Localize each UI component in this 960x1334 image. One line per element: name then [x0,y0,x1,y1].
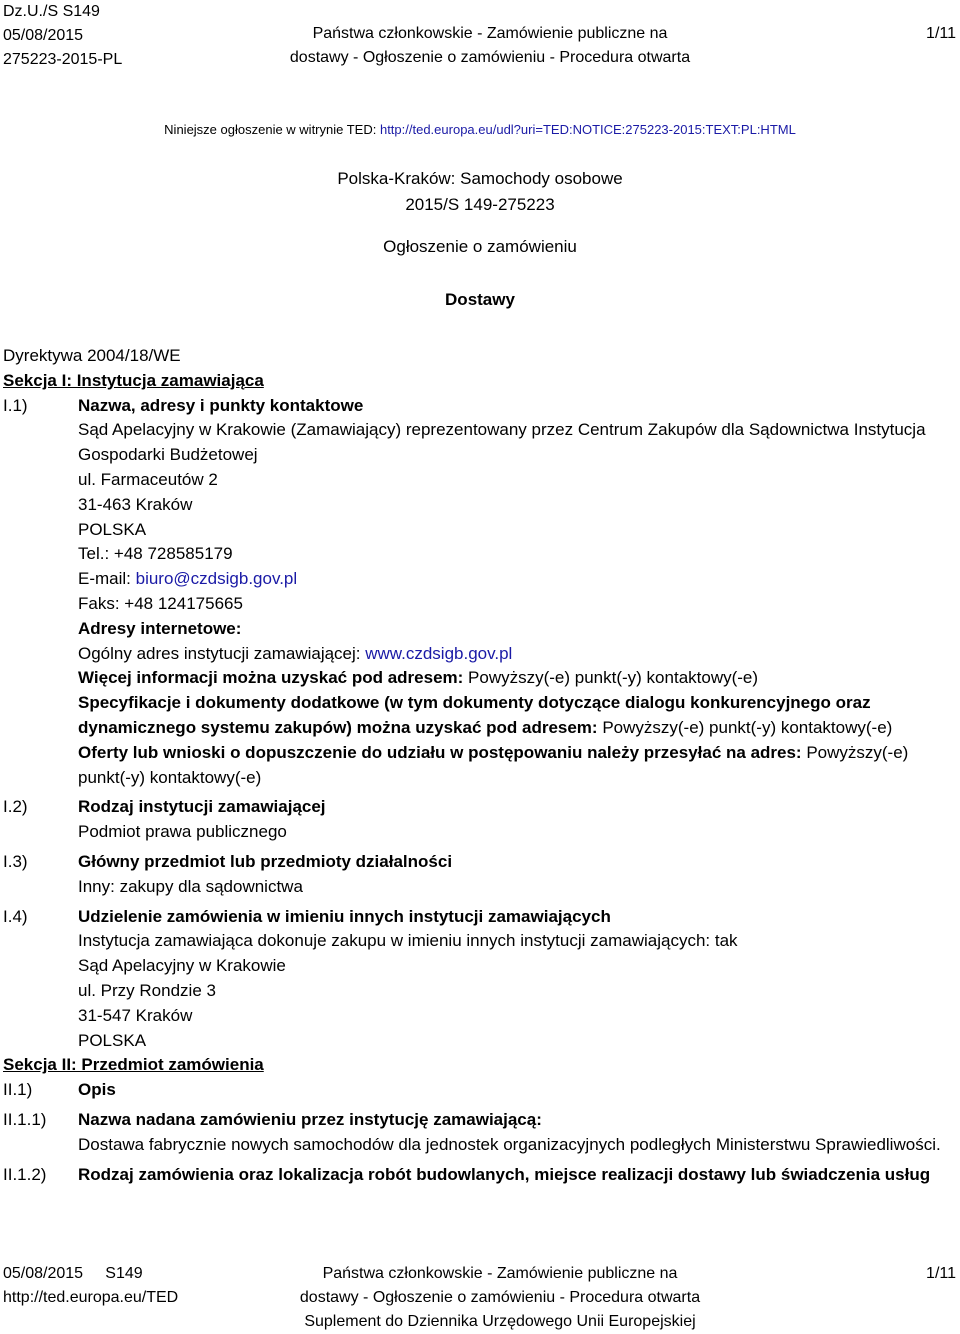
notice-title: Polska-Kraków: Samochody osobowe [337,169,623,188]
ted-notice [0,122,960,137]
main-content [3,344,953,1187]
section-1-heading: Sekcja I: Instytucja zamawiająca [3,370,264,390]
footer-left [3,1262,178,1310]
footer-url: http://ted.europa.eu/TED [3,1289,179,1306]
section-ii11-number: II.1.1) [3,1109,47,1129]
header-page-number: 1/11 [926,25,956,42]
footer-center-line1: Państwa członkowskie - Zamówienie publiczne na [322,1265,678,1282]
spec-docs-row [78,691,953,741]
section-ii12-number: II.1.2) [3,1164,47,1184]
more-info-row [78,666,953,691]
page-footer [0,1262,960,1334]
section-i1-title: Nazwa, adresy i punkty kontaktowe [78,395,364,415]
ted-notice-link[interactable]: http://ted.europa.eu/udl?uri=TED:NOTICE:275223-2015:TEXT:PL:HTML [379,122,796,137]
section-ii1 [3,1078,953,1103]
section-i3-number: I.3) [3,851,28,871]
header-center-line1: Państwa członkowskie - Zamówienie publiczne na [312,25,668,42]
email-label: E-mail: [78,569,136,589]
journal-ref: Dz.U./S S149 [3,3,100,20]
other-authority-city: 31-547 Kraków [78,1005,193,1025]
doc-type: Ogłoszenie o zamówieniu [383,237,577,256]
contract-title: Dostawa fabrycznie nowych samochodów dla jednostek organizacyjnych podległych Ministerstwu Sprawiedliwości. [78,1134,941,1154]
notice-number: 2015/S 149-275223 [405,195,555,214]
authority-name: Sąd Apelacyjny w Krakowie (Zamawiający) reprezentowany przez Centrum Zakupów dla Sądownictwa Instytucja Gospodarki Budżetowej [78,420,926,465]
spec-docs-label: Specyfikacje i dokumenty dodatkowe (w tym dokumenty dotyczące dialogu konkurencyjnego oraz dynamicznego systemu zakupów) można uzyskać pod adresem: [78,693,871,737]
page-header [0,0,960,70]
email-link[interactable]: biuro@czdsigb.gov.pl [135,569,298,589]
section-i4 [3,905,953,1054]
authority-email-row [78,567,953,592]
authority-street: ul. Farmaceutów 2 [78,469,218,489]
section-i4-number: I.4) [3,906,28,926]
footer-center [260,1262,740,1334]
more-info-label: Więcej informacji można uzyskać pod adresem: [78,668,469,688]
section-i4-value: Instytucja zamawiająca dokonuje zakupu w imieniu innych instytucji zamawiających: tak [78,931,738,951]
web-address-link[interactable]: www.czdsigb.gov.pl [365,643,513,663]
offers-label: Oferty lub wnioski o dopuszczenie do udziału w postępowaniu należy przesyłać na adres: [78,742,807,762]
contract-category: Dostawy [445,290,515,309]
footer-page-number: 1/11 [926,1265,956,1282]
header-left [3,0,122,72]
other-authority-street: ul. Przy Rondzie 3 [78,980,216,1000]
other-authority-country: POLSKA [78,1030,147,1050]
section-ii11-title: Nazwa nadana zamówieniu przez instytucję zamawiającą: [78,1109,542,1129]
header-center-line2: dostawy - Ogłoszenie o zamówieniu - Procedura otwarta [289,49,691,66]
section-i3-value: Inny: zakupy dla sądownictwa [78,876,303,896]
offers-value: Powyższy(-e) punkt(-y) kontaktowy(-e) [78,742,909,787]
ted-notice-prefix: Niniejsze ogłoszenie w witrynie TED: [164,122,380,137]
section-i2-title: Rodzaj instytucji zamawiającej [78,797,326,817]
section-i2-value: Podmiot prawa publicznego [78,822,287,842]
section-i4-title: Udzielenie zamówienia w imieniu innych instytucji zamawiających [78,906,611,926]
section-i3 [3,850,953,900]
web-address-label: Ogólny adres instytucji zamawiającej: [78,643,366,663]
authority-country: POLSKA [78,519,147,539]
section-2-heading: Sekcja II: Przedmiot zamówienia [3,1055,264,1075]
authority-fax: Faks: +48 124175665 [78,593,243,613]
section-i3-title: Główny przedmiot lub przedmioty działalności [78,851,453,871]
section-i2-number: I.2) [3,797,28,817]
header-center [260,22,720,70]
section-ii1-number: II.1) [3,1080,33,1100]
footer-center-line2: dostawy - Ogłoszenie o zamówieniu - Procedura otwarta [299,1289,701,1306]
authority-phone: Tel.: +48 728585179 [78,544,233,564]
offers-row [78,741,953,791]
authority-city: 31-463 Kraków [78,494,193,514]
web-address-row [78,642,953,667]
directive: Dyrektywa 2004/18/WE [3,346,181,365]
spec-docs-value: Powyższy(-e) punkt(-y) kontaktowy(-e) [602,717,893,737]
other-authority-name: Sąd Apelacyjny w Krakowie [78,956,286,976]
section-i1 [3,394,953,791]
web-addresses-heading: Adresy internetowe: [78,618,242,638]
section-ii11 [3,1108,953,1158]
more-info-value: Powyższy(-e) punkt(-y) kontaktowy(-e) [468,668,759,688]
title-block [0,166,960,218]
section-ii12 [3,1163,953,1188]
footer-date-issue: 05/08/2015 S149 [3,1265,143,1282]
section-i2 [3,795,953,845]
section-ii12-title: Rodzaj zamówienia oraz lokalizacja robót budowlanych, miejsce realizacji dostawy lub świadczenia usług [78,1164,931,1184]
footer-center-line3: Suplement do Dziennika Urzędowego Unii Europejskiej [304,1313,696,1330]
section-ii1-title: Opis [78,1080,116,1100]
header-date: 05/08/2015 [3,27,84,44]
notice-id: 275223-2015-PL [3,51,123,68]
section-i1-number: I.1) [3,395,28,415]
